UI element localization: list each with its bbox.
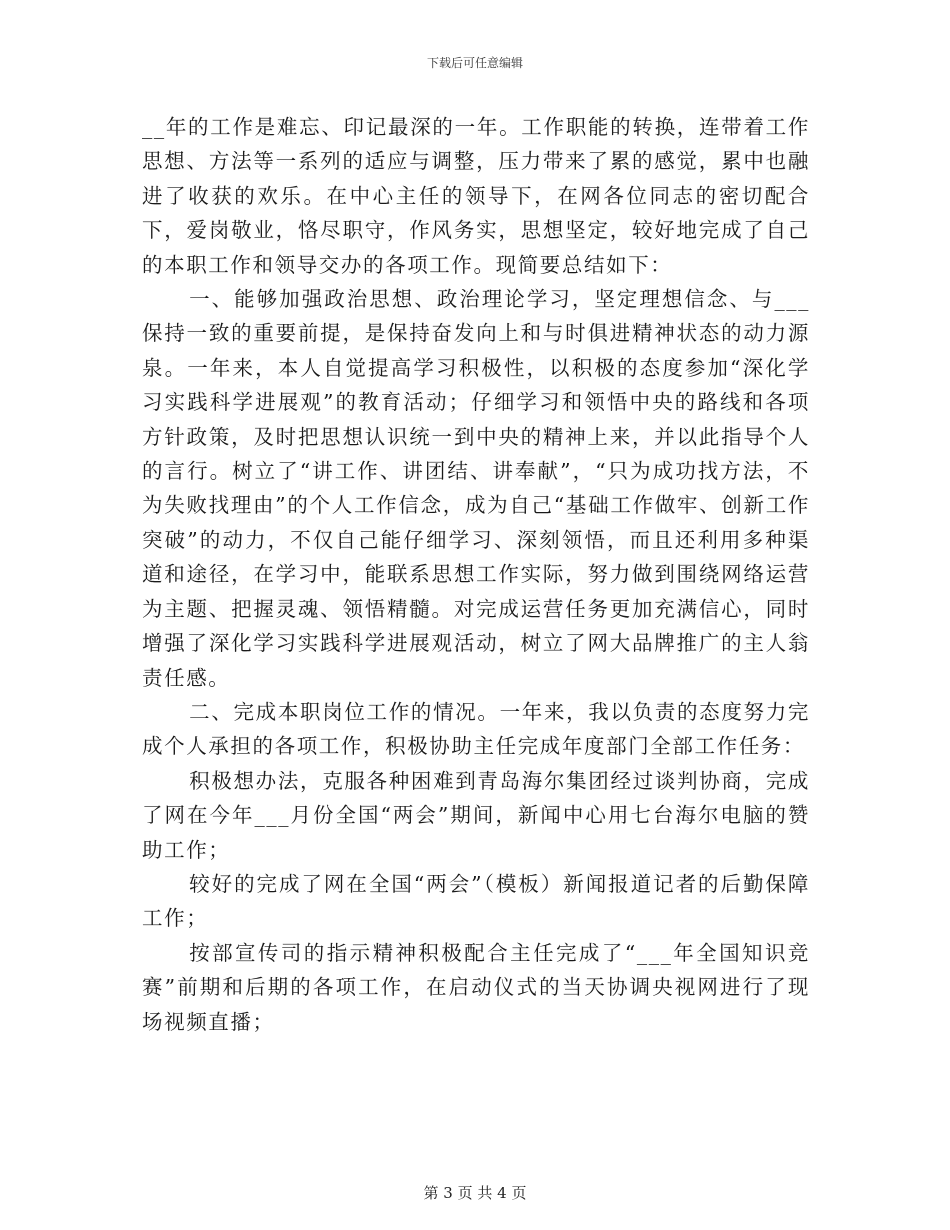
paragraph-knowledge-contest: 按部宣传司的指示精神积极配合主任完成了“___年全国知识竞赛”前期和后期的各项工作，在启动仪式的当天协调央视网进行了现场视频直播； xyxy=(142,940,810,1034)
document-body xyxy=(142,110,810,1039)
paragraph-haier-sponsorship: 积极想办法，克服各种困难到青岛海尔集团经过谈判协商，完成了网在今年___月份全国“两会”期间，新闻中心用七台海尔电脑的赞助工作； xyxy=(142,768,810,862)
page-number: 第 3 页 共 4 页 xyxy=(423,1184,527,1202)
paragraph-political-study: 一、能够加强政治思想、政治理论学习，坚定理想信念、与___保持一致的重要前提，是保持奋发向上和与时俱进精神状态的动力源泉。一年来，本人自觉提高学习积极性，以积极的态度参加“深化学习实践科学进展观”的教育活动；仔细学习和领悟中央的路线和各项方针政策，及时把思想认识统一到中央的精神上来，并以此指导个人的言行。树立了“讲工作、讲团结、讲奉献”，“只为成功找方法，不为失败找理由”的个人工作信念，成为自己“基础工作做牢、创新工作突破”的动力，不仅自己能仔细学习、深刻领悟，而且还利用多种渠道和途径，在学习中，能联系思想工作实际，努力做到围绕网络运营为主题、把握灵魂、领悟精髓。对完成运营任务更加充满信心，同时增强了深化学习实践科学进展观活动，树立了网大品牌推广的主人翁责任感。 xyxy=(142,287,810,690)
paragraph-intro: __年的工作是难忘、印记最深的一年。工作职能的转换，连带着工作思想、方法等一系列的适应与调整，压力带来了累的感觉，累中也融进了收获的欢乐。在中心主任的领导下，在网各位同志的密切配合下，爱岗敬业，恪尽职守，作风务实，思想坚定，较好地完成了自己的本职工作和领导交办的各项工作。现简要总结如下： xyxy=(142,115,810,277)
page-header: 下载后可任意编辑 xyxy=(426,56,523,70)
paragraph-logistics: 较好的完成了网在全国“两会”（模板）新闻报道记者的后勤保障工作； xyxy=(142,871,810,931)
paragraph-job-duties: 二、完成本职岗位工作的情况。一年来，我以负责的态度努力完成个人承担的各项工作，积极协助主任完成年度部门全部工作任务： xyxy=(142,699,810,759)
